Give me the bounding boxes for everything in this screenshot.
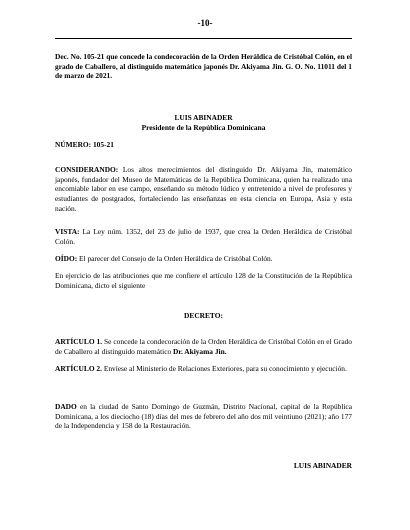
oido-text: El parecer del Consejo de la Orden Heráldica de Cristóbal Colón. xyxy=(77,254,273,263)
dado-text: en la ciudad de Santo Domingo de Guzmán, Distrito Nacional, capital de la República Dominicana, a los dieciocho (18) días del mes de febrero del año dos mil veintiuno (2021); año 177 de la Independencia y 158 de la Restauración. xyxy=(55,402,352,431)
decree-number: NÚMERO: 105-21 xyxy=(55,140,114,149)
articulo-2-lead: ARTÍCULO 2. xyxy=(55,364,102,373)
decreto-heading: DECRETO: xyxy=(184,311,223,320)
header-rule xyxy=(55,38,352,39)
articulo-1-lead: ARTÍCULO 1. xyxy=(55,337,103,346)
oido-paragraph xyxy=(55,254,352,264)
oido-lead: OÍDO: xyxy=(55,254,78,263)
articulo-1-honoree: Dr. Akiyama Jin. xyxy=(173,346,227,356)
dado-paragraph xyxy=(55,402,352,431)
signature: LUIS ABINADER xyxy=(293,461,352,470)
vista-lead: VISTA: xyxy=(55,227,80,236)
articulo-2-paragraph xyxy=(55,364,352,374)
considerando-paragraph xyxy=(55,165,352,214)
vista-paragraph xyxy=(55,227,352,246)
dado-lead: DADO xyxy=(55,402,77,411)
issuer-name: LUIS ABINADER xyxy=(174,113,233,122)
articulo-2-text: Envíese al Ministerio de Relaciones Exteriores, para su conocimiento y ejecución. xyxy=(101,364,347,373)
decree-title: Dec. No. 105-21 que concede la condecoración de la Orden Heráldica de Cristóbal Colón, en el grado de Caballero, al distinguido matemático japonés Dr. Akiyama Jin. G. O. No. 11011 del 1 de marzo de 2021. xyxy=(55,52,352,81)
issuer-title: Presidente de la República Dominicana xyxy=(141,123,266,132)
articulo-1-paragraph xyxy=(55,337,352,356)
page-number: -10- xyxy=(197,18,213,28)
vista-text: La Ley núm. 1352, del 23 de julio de 1937, que crea la Orden Heráldica de Cristóbal Colón. xyxy=(55,227,352,246)
ejercicio-paragraph: En ejercicio de las atribuciones que me confiere el artículo 128 de la Constitución de la República Dominicana, dicto el siguiente xyxy=(55,271,352,290)
considerando-text: Los altos merecimientos del distinguido Dr. Akiyama Jin, matemático japonés, fundador del Museo de Matemáticas de la República Dominicana, quien ha realizado una encomiable labor en ese campo, enseñando su método lúdico y entretenido a nivel de profesores y estudiantes de postgrados, fortaleciendo las enseñanzas en esta ciencia en Europa, Asia y esta nación. xyxy=(55,165,352,213)
considerando-lead: CONSIDERANDO: xyxy=(55,165,119,174)
articulo-1-text: Se concede la condecoración de la Orden Heráldica de Cristóbal Colón en el Grado de Caballero al distinguido matemático xyxy=(55,337,352,356)
